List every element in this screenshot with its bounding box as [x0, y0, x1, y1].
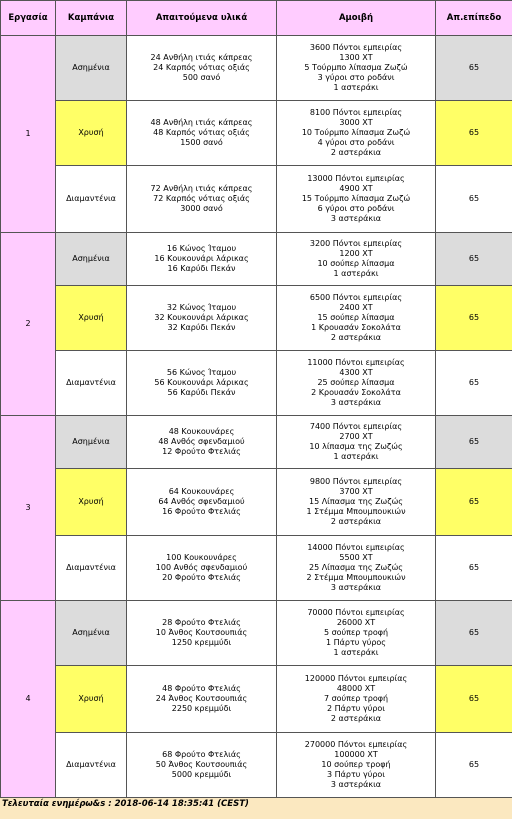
reward-line: 1200 ΧΤ — [339, 249, 373, 258]
material-line: 64 Κουκουνάρες — [168, 487, 235, 496]
table-row — [1, 666, 512, 733]
material-line: 56 Κώνος Ίταμου — [166, 368, 237, 377]
table-row — [1, 733, 512, 798]
required-materials — [127, 233, 277, 286]
material-line: 48 Ανθός σφενδαμιού — [158, 437, 245, 446]
reward-line: 2 Στέμμα Μπουμπουκιών — [306, 573, 406, 582]
campaign-tier: Ασημένια — [56, 601, 127, 666]
material-line: 16 Κώνος Ίταμου — [166, 244, 237, 253]
reward-line: 1 αστεράκι — [333, 648, 379, 657]
reward-line: 1 Πάρτυ γύρος — [325, 638, 387, 647]
material-line: 3000 σανό — [180, 204, 223, 213]
reward — [277, 101, 436, 166]
material-line: 72 Καρπός νότιας οξιάς — [153, 194, 250, 203]
reward-line: 3200 Πόντοι εμπειρίας — [309, 239, 403, 248]
reward-line: 1 αστεράκι — [333, 269, 379, 278]
material-line: 5000 κρεμμύδι — [171, 770, 232, 779]
reward-line: 6500 Πόντοι εμπειρίας — [309, 293, 403, 302]
reward-line: 15 Τούρμπο λίπασμα Ζωζώ — [301, 194, 411, 203]
campaign-tier: Χρυσή — [56, 469, 127, 536]
required-level: 65 — [436, 351, 512, 416]
required-materials — [127, 666, 277, 733]
required-level: 65 — [436, 601, 512, 666]
reward-line: 70000 Πόντοι εμπειρίας — [307, 608, 405, 617]
required-materials — [127, 601, 277, 666]
reward-line: 2 Πάρτυ γύροι — [326, 704, 386, 713]
reward-line: 2 αστεράκια — [330, 148, 382, 157]
header-task: Εργασία — [1, 1, 56, 36]
task-number: 3 — [1, 416, 56, 601]
header-materials: Απαιτούμενα υλικά — [127, 1, 277, 36]
material-line: 24 Ανθήλη ιτιάς κάπρεας — [150, 53, 253, 62]
campaign-tier: Διαμαντένια — [56, 351, 127, 416]
campaign-tier: Χρυσή — [56, 666, 127, 733]
campaign-tier: Διαμαντένια — [56, 536, 127, 601]
reward-line: 15 Λίπασμα της Ζωζώς — [308, 497, 404, 506]
reward — [277, 733, 436, 798]
reward-line: 3700 ΧΤ — [339, 487, 373, 496]
material-line: 32 Κώνος Ίταμου — [166, 303, 237, 312]
reward — [277, 601, 436, 666]
reward-line: 13000 Πόντοι εμπειρίας — [307, 174, 405, 183]
reward — [277, 416, 436, 469]
material-line: 32 Καρύδι Πεκάν — [167, 323, 236, 332]
reward-line: 2 αστεράκια — [330, 333, 382, 342]
required-level: 65 — [436, 233, 512, 286]
reward-line: 3 αστεράκια — [330, 398, 382, 407]
header-campaign: Καμπάνια — [56, 1, 127, 36]
reward-line: 120000 Πόντοι εμπειρίας — [304, 674, 408, 683]
material-line: 24 Άνθος Κουτσουπιάς — [155, 694, 248, 703]
reward-line: 5500 ΧΤ — [339, 553, 373, 562]
reward-line: 4 γύροι στο ροδάνι — [317, 138, 395, 147]
material-line: 500 σανό — [182, 73, 221, 82]
material-line: 28 Φρούτο Φτελιάς — [162, 618, 241, 627]
material-line: 32 Κουκουνάρι λάρικας — [154, 313, 249, 322]
header-level: Απ.επίπεδο — [436, 1, 512, 36]
reward-line: 14000 Πόντοι εμπειρίας — [307, 543, 405, 552]
required-level: 65 — [436, 536, 512, 601]
material-line: 1250 κρεμμύδι — [171, 638, 232, 647]
reward-line: 2 αστεράκια — [330, 517, 382, 526]
reward-line: 2400 ΧΤ — [339, 303, 373, 312]
reward-line: 11000 Πόντοι εμπειρίας — [307, 358, 405, 367]
reward-line: 7 σούπερ τροφή — [323, 694, 389, 703]
required-level: 65 — [436, 166, 512, 233]
reward-line: 8100 Πόντοι εμπειρίας — [309, 108, 403, 117]
reward-line: 7400 Πόντοι εμπειρίας — [309, 422, 403, 431]
reward-line: 3 αστεράκια — [330, 214, 382, 223]
campaign-tier: Χρυσή — [56, 286, 127, 351]
reward-line: 5 σούπερ τροφή — [323, 628, 389, 637]
reward-line: 1 αστεράκι — [333, 83, 379, 92]
reward-line: 1 Στέμμα Μπουμπουκιών — [306, 507, 406, 516]
required-level: 65 — [436, 733, 512, 798]
material-line: 72 Ανθήλη ιτιάς κάπρεας — [150, 184, 253, 193]
reward — [277, 666, 436, 733]
last-updated: Τελευταία ενημέρω&s : 2018-06-14 18:35:41 (CEST) — [2, 799, 249, 809]
reward-line: 25 σούπερ λίπασμα — [317, 378, 395, 387]
required-level: 65 — [436, 469, 512, 536]
table-row — [1, 469, 512, 536]
reward-line: 3 Πάρτυ γύροι — [326, 770, 386, 779]
material-line: 48 Φρούτο Φτελιάς — [162, 684, 241, 693]
reward-line: 10 Τούρμπο λίπασμα Ζωζώ — [301, 128, 411, 137]
reward-line: 3600 Πόντοι εμπειρίας — [309, 43, 403, 52]
reward-line: 100000 ΧΤ — [334, 750, 378, 759]
table-row — [1, 101, 512, 166]
required-materials — [127, 536, 277, 601]
material-line: 68 Φρούτο Φτελιάς — [162, 750, 241, 759]
reward — [277, 469, 436, 536]
reward — [277, 233, 436, 286]
reward-line: 1300 ΧΤ — [339, 53, 373, 62]
reward-line: 10 σούπερ τροφή — [321, 760, 391, 769]
reward — [277, 286, 436, 351]
material-line: 16 Φρούτο Φτελιάς — [162, 507, 241, 516]
table-row — [1, 351, 512, 416]
reward — [277, 166, 436, 233]
material-line: 24 Καρπός νότιας οξιάς — [153, 63, 250, 72]
reward-line: 3 γύροι στο ροδάνι — [317, 73, 395, 82]
reward-line: 270000 Πόντοι εμπειρίας — [304, 740, 408, 749]
table-body — [1, 36, 512, 798]
campaign-tier: Διαμαντένια — [56, 166, 127, 233]
required-materials — [127, 286, 277, 351]
campaign-tier: Διαμαντένια — [56, 733, 127, 798]
campaign-tier: Ασημένια — [56, 36, 127, 101]
required-materials — [127, 101, 277, 166]
required-materials — [127, 166, 277, 233]
material-line: 64 Ανθός σφενδαμιού — [158, 497, 245, 506]
campaign-tier: Χρυσή — [56, 101, 127, 166]
reward — [277, 351, 436, 416]
reward-line: 2700 ΧΤ — [339, 432, 373, 441]
material-line: 16 Κουκουνάρι λάρικας — [154, 254, 249, 263]
material-line: 2250 κρεμμύδι — [171, 704, 232, 713]
reward-line: 3000 ΧΤ — [339, 118, 373, 127]
table-row — [1, 601, 512, 666]
material-line: 48 Καρπός νότιας οξιάς — [153, 128, 250, 137]
required-materials — [127, 733, 277, 798]
material-line: 56 Καρύδι Πεκάν — [167, 388, 236, 397]
reward — [277, 36, 436, 101]
reward-line: 2 Κρουασάν Σοκολάτα — [311, 388, 401, 397]
table-row — [1, 166, 512, 233]
required-level: 65 — [436, 666, 512, 733]
reward-line: 48000 ΧΤ — [336, 684, 376, 693]
table-row — [1, 286, 512, 351]
reward-line: 1 αστεράκι — [333, 452, 379, 461]
required-materials — [127, 416, 277, 469]
reward-line: 3 αστεράκια — [330, 583, 382, 592]
material-line: 100 Ανθός σφενδαμιού — [155, 563, 248, 572]
material-line: 10 Άνθος Κουτσουπιάς — [155, 628, 248, 637]
material-line: 48 Ανθήλη ιτιάς κάπρεας — [150, 118, 253, 127]
required-materials — [127, 351, 277, 416]
reward-line: 2 αστεράκια — [330, 714, 382, 723]
reward-line: 15 σούπερ λίπασμα — [317, 313, 395, 322]
reward-line: 9800 Πόντοι εμπειρίας — [309, 477, 403, 486]
required-materials — [127, 36, 277, 101]
task-number: 1 — [1, 36, 56, 233]
required-level: 65 — [436, 101, 512, 166]
reward-line: 1 Κρουασάν Σοκολάτα — [311, 323, 401, 332]
required-materials — [127, 469, 277, 536]
reward-line: 6 γύροι στο ροδάνι — [317, 204, 395, 213]
task-number: 4 — [1, 601, 56, 798]
table-row — [1, 416, 512, 469]
table-row — [1, 36, 512, 101]
reward-line: 3 αστεράκια — [330, 780, 382, 789]
campaign-tier: Ασημένια — [56, 416, 127, 469]
table-row — [1, 536, 512, 601]
material-line: 20 Φρούτο Φτελιάς — [162, 573, 241, 582]
required-level: 65 — [436, 286, 512, 351]
reward-line: 10 σούπερ λίπασμα — [317, 259, 395, 268]
material-line: 56 Κουκουνάρι λάρικας — [154, 378, 249, 387]
reward-line: 10 λίπασμα της Ζωζώς — [309, 442, 403, 451]
reward-line: 4900 ΧΤ — [339, 184, 373, 193]
task-number: 2 — [1, 233, 56, 416]
material-line: 12 Φρούτο Φτελιάς — [162, 447, 241, 456]
material-line: 48 Κουκουνάρες — [168, 427, 235, 436]
reward-line: 4300 ΧΤ — [339, 368, 373, 377]
campaign-tier: Ασημένια — [56, 233, 127, 286]
material-line: 50 Άνθος Κουτσουπιάς — [155, 760, 248, 769]
reward — [277, 536, 436, 601]
table-header-row — [1, 1, 512, 36]
table-row — [1, 233, 512, 286]
reward-line: 25 Λίπασμα της Ζωζώς — [308, 563, 404, 572]
material-line: 100 Κουκουνάρες — [166, 553, 237, 562]
material-line: 16 Καρύδι Πεκάν — [167, 264, 236, 273]
reward-line: 5 Τούρμπο λίπασμα Ζωζώ — [304, 63, 408, 72]
reward-line: 26000 ΧΤ — [336, 618, 376, 627]
material-line: 1500 σανό — [180, 138, 223, 147]
header-reward: Αμοιβή — [277, 1, 436, 36]
required-level: 65 — [436, 416, 512, 469]
required-level: 65 — [436, 36, 512, 101]
